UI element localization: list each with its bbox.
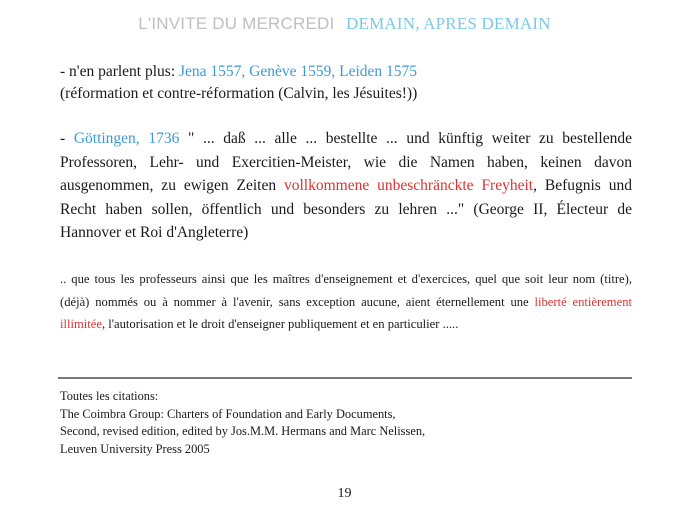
quote-text-start: " ... daß ... alle ... bestellte ... und künftig weiter zu bestellende Professoren, Lehr- und Exercitien-Meister, wie die Namen haben, keinen davon ausgenommen, zu ewigen Zeiten bbox=[60, 130, 632, 194]
citation-line: Second, revised edition, edited by Jos.M.M. Hermans and Marc Nelissen, bbox=[60, 424, 426, 438]
quote-prefix: - bbox=[60, 130, 74, 147]
header-series-title: L'INVITE DU MERCREDI bbox=[138, 14, 335, 33]
paragraph-universities-prefix: - n'en parlent plus: bbox=[60, 63, 180, 80]
page-number: 19 bbox=[337, 486, 352, 501]
citation-line: The Coimbra Group: Charters of Foundation and Early Documents, bbox=[60, 406, 396, 421]
header-topic-title: DEMAIN, APRES DEMAIN bbox=[346, 14, 551, 33]
translation-highlight-liberte: liberté entièrement illimitée bbox=[60, 294, 632, 331]
paragraph-goettingen-quote bbox=[60, 127, 632, 245]
slide-header bbox=[0, 14, 689, 34]
quote-highlight-freyheit: vollkommene unbeschränckte Freyheit bbox=[284, 177, 534, 194]
citations-block bbox=[60, 388, 640, 458]
universities-list: Jena 1557, Genève 1559, Leiden 1575 bbox=[179, 63, 418, 80]
paragraph-french-translation bbox=[60, 268, 632, 336]
divider-rule bbox=[58, 377, 632, 379]
paragraph-universities-note: (réformation et contre-réformation (Calvin, les Jésuites!)) bbox=[60, 85, 418, 102]
translation-text-start: .. que tous les professeurs ainsi que les maîtres d'enseignement et d'exercices, quel que soit leur nom (titre), (déjà) nommés ou à nommer à l'avenir, sans exception aucune, aient éternellement une bbox=[60, 272, 632, 309]
citation-line: Toutes les citations: bbox=[60, 389, 159, 403]
goettingen-date: Göttingen, 1736 bbox=[73, 130, 180, 147]
quote-text-end: , Befugnis und Recht haben sollen, öffentlich und besonders zu lehren ..." (George II, Électeur de Hannover et Roi d'Angleterre) bbox=[60, 177, 632, 241]
translation-text-end: , l'autorisation et le droit d'enseigner publiquement et en particulier ..... bbox=[101, 317, 459, 331]
citation-line: Leuven University Press 2005 bbox=[60, 441, 210, 456]
paragraph-universities bbox=[60, 61, 640, 105]
